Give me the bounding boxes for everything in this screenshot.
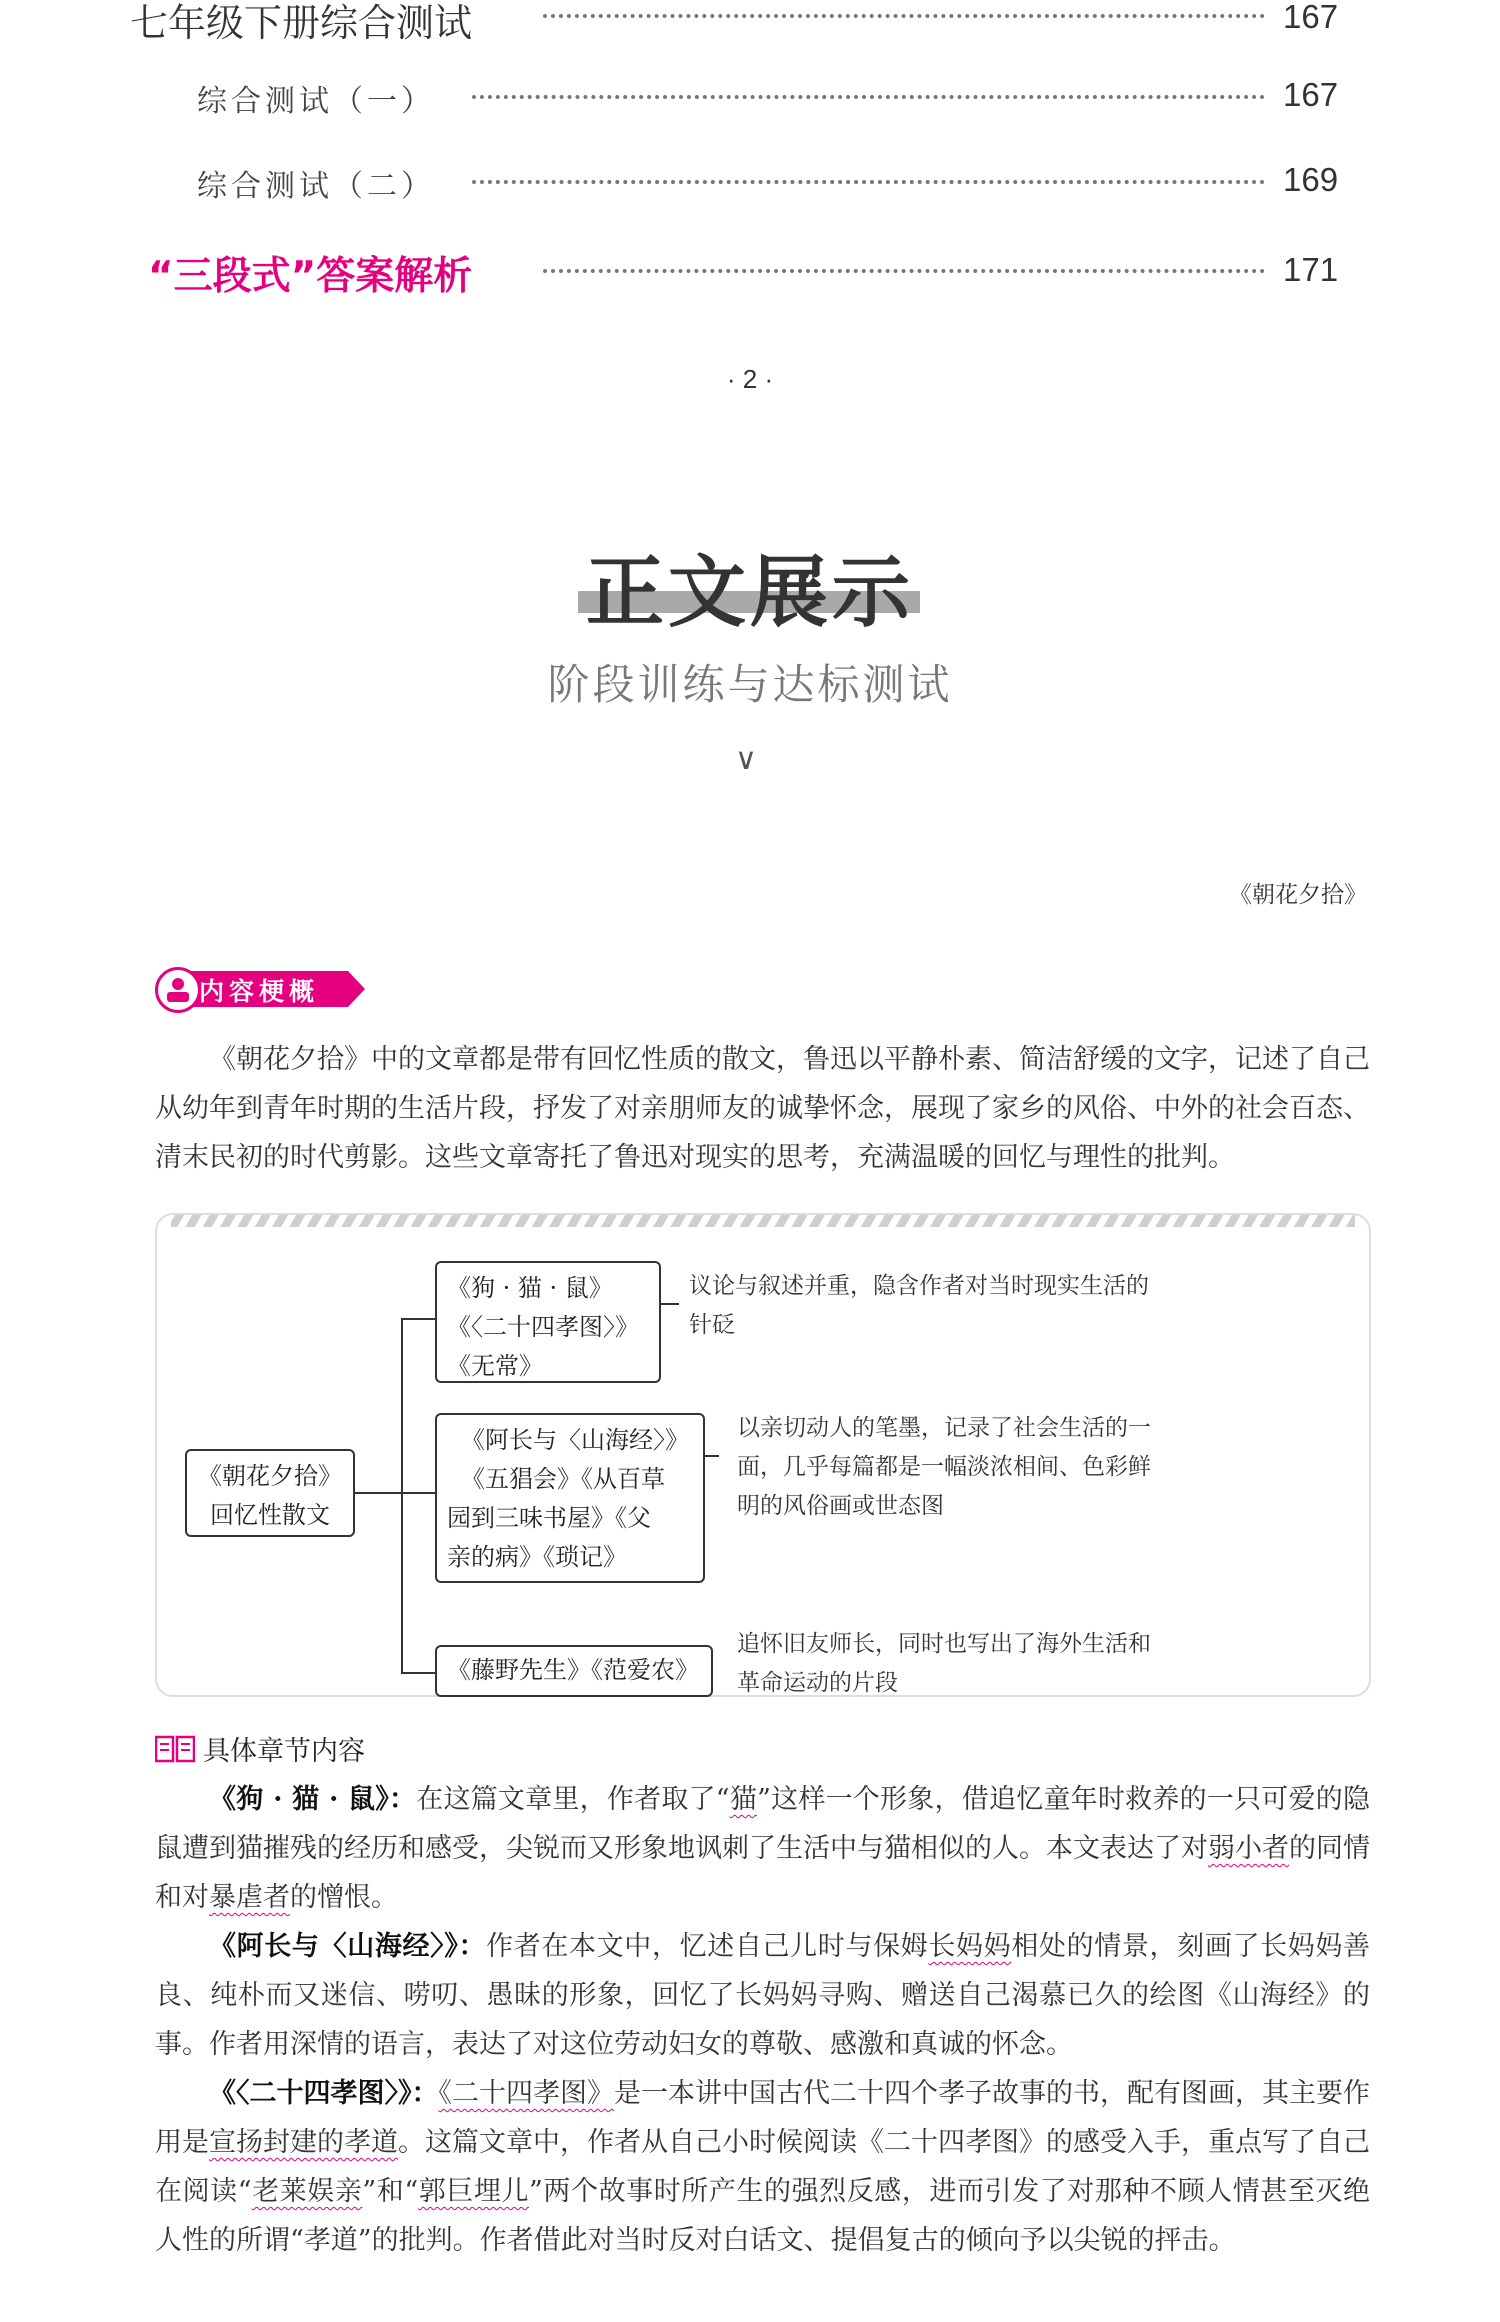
chapter-text: ”和“	[362, 2176, 419, 2207]
chapter-text: 相处的情景，刻画了长妈妈善良、纯朴而又迷信、唠叨、愚昧的形象，回忆了长妈妈寻购、赠送自己渴慕已久的绘图《山海经》的事。作者用深情的语言，表达了对这位劳动妇女的尊敬、感激和真诚的怀念。	[155, 1931, 1371, 2060]
toc-row[interactable]	[0, 161, 1500, 221]
page-number: · 2 ·	[726, 364, 774, 394]
diagram-item: 《藤野先生》《范爱农》	[447, 1656, 699, 1684]
diagram-note: 以亲切动人的笔墨，记录了社会生活的一面，几乎每篇都是一幅淡浓相间、色彩鲜明的风俗画或世态图	[737, 1415, 1151, 1519]
chapter-text: ”这样一个形象，借追忆童年时救养的一只可爱的隐鼠遭到猫摧残的经历和感受，尖锐而又形象地讽刺了生活中与猫相似的人。本文表达了对	[155, 1784, 1370, 1864]
toc-row[interactable]	[0, 0, 1500, 52]
highlight-term: 郭巨埋儿	[418, 2176, 530, 2207]
diagram-root-line: 回忆性散文	[210, 1501, 330, 1529]
diagram-connector	[401, 1492, 435, 1494]
chapter-entry	[155, 1922, 1370, 2069]
chapter-sep: ：	[458, 1931, 487, 1962]
highlight-term: 老莱娱亲	[251, 2176, 363, 2207]
toc-page-number: 169	[1283, 161, 1339, 198]
toc-title: 七年级下册综合测试	[130, 1, 473, 45]
diagram-connector	[401, 1318, 435, 1320]
chapter-entry	[155, 2069, 1370, 2265]
chapter-entry	[155, 1775, 1370, 1922]
toc-leader-dots	[472, 95, 1265, 99]
chapter-title: 《狗 · 猫 · 鼠》	[209, 1784, 389, 1815]
highlight-term: 《二十四孝图》	[438, 2078, 614, 2109]
reader-icon	[155, 967, 201, 1013]
diagram-stripe	[171, 1215, 1355, 1227]
chapter-text: 。这篇文章中，作者从自己小时候阅读《二十四孝图》的感受入手，重点写了自己在阅读“	[155, 2127, 1370, 2207]
toc-row[interactable]	[0, 245, 1500, 305]
toc-title: 综合测试（二）	[197, 169, 435, 204]
toc-title: 综合测试（一）	[197, 84, 435, 119]
summary-text: 《朝花夕拾》中的文章都是带有回忆性质的散文，鲁迅以平静朴素、简洁舒缓的文字，记述了自己从幼年到青年时期的生活片段，抒发了对亲朋师友的诚挚怀念，展现了家乡的风俗、中外的社会百态、清末民初的时代剪影。这些文章寄托了鲁迅对现实的思考，充满温暖的回忆与理性的批判。	[155, 1044, 1370, 1173]
diagram-connector	[705, 1455, 719, 1457]
diagram-connector	[355, 1492, 401, 1494]
chapter-text: 的憎恨。	[290, 1882, 398, 1913]
chapter-title: 《阿长与〈山海经〉》	[209, 1931, 459, 1962]
chapter-title: 《〈二十四孝图〉》	[209, 2078, 412, 2109]
diagram-item: 《五猖会》《从百草	[461, 1465, 665, 1493]
open-book-icon	[155, 1735, 195, 1765]
toc-page-number: 167	[1283, 76, 1339, 113]
diagram-connector	[401, 1672, 435, 1674]
diagram-connector	[401, 1318, 403, 1673]
diagram-root-box	[185, 1449, 355, 1537]
chapter-sep: ：	[389, 1784, 417, 1815]
diagram-item: 《〈二十四孝图〉》	[447, 1313, 639, 1341]
diagram-root-line: 《朝花夕拾》	[198, 1462, 342, 1490]
highlight-term: 暴虐者	[209, 1882, 290, 1913]
chapters-body	[155, 1775, 1370, 2265]
highlight-term: 猫	[729, 1784, 758, 1815]
highlight-term: 宣扬封建的孝道	[209, 2127, 398, 2158]
chapter-text: 作者在本文中，忆述自己儿时与保姆	[486, 1931, 929, 1962]
diagram-item: 亲的病》《琐记》	[447, 1543, 627, 1571]
chapter-text: 在这篇文章里，作者取了“	[416, 1784, 730, 1815]
chapters-heading-text: 具体章节内容	[203, 1736, 365, 1767]
section-title: 正文展示	[585, 548, 914, 638]
section-subtitle: 阶段训练与达标测试	[547, 660, 953, 709]
summary-paragraph	[155, 1035, 1370, 1182]
diagram-item: 园到三味书屋》《父	[447, 1504, 651, 1532]
chevron-down-icon: ∨	[735, 742, 757, 777]
diagram-group-box	[435, 1645, 713, 1697]
diagram-connector	[661, 1303, 679, 1305]
diagram-group-box	[435, 1261, 661, 1383]
diagram-note: 议论与叙述并重，隐含作者对当时现实生活的针砭	[689, 1273, 1149, 1338]
chapter-sep: ：	[411, 2078, 439, 2109]
chapter-text: 是一本讲中国古代二十四个孝子故事的书，配有图画，其主要作用是	[155, 2078, 1370, 2158]
diagram-item: 《无常》	[447, 1352, 543, 1380]
diagram-item: 《狗 · 猫 · 鼠》	[447, 1274, 613, 1302]
toc-leader-dots	[472, 180, 1265, 184]
toc-leader-dots	[543, 14, 1265, 18]
diagram-note: 追怀旧友师长，同时也写出了海外生活和革命运动的片段	[737, 1631, 1151, 1696]
chapter-text: ”两个故事时所产生的强烈反感，进而引发了对那种不顾人情甚至灭绝人性的所谓“孝道”的批判。作者借此对当时反对白话文、提倡复古的倾向予以尖锐的抨击。	[155, 2176, 1371, 2256]
highlight-term: 弱小者	[1208, 1833, 1289, 1864]
highlight-term: 长妈妈	[928, 1931, 1012, 1962]
label-arrow	[348, 971, 365, 1007]
diagram-item: 《阿长与〈山海经〉》	[461, 1426, 689, 1454]
toc-leader-dots	[543, 269, 1265, 273]
diagram-group-box	[435, 1413, 705, 1583]
book-tag: 《朝花夕拾》	[1229, 882, 1367, 908]
section-label-text: 内容梗概	[199, 977, 320, 1006]
chapter-text: 的同情和对	[155, 1833, 1370, 1913]
toc-page-number: 167	[1283, 0, 1339, 35]
toc-title: “三段式”答案解析	[148, 254, 473, 299]
toc-page-number: 171	[1283, 251, 1339, 288]
section-label	[155, 967, 365, 1011]
toc-row[interactable]	[0, 76, 1500, 136]
content-diagram	[155, 1213, 1371, 1697]
